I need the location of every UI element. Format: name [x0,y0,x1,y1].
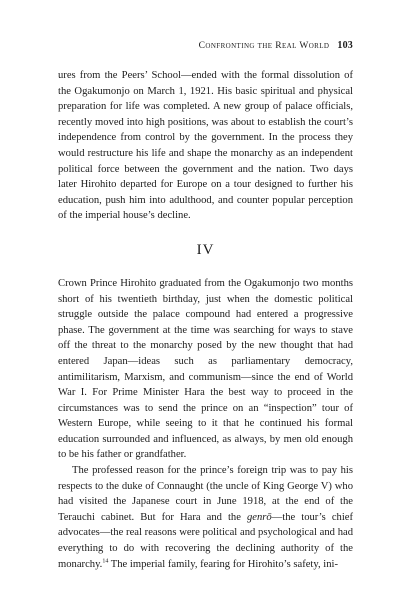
running-head [58,40,353,52]
section-heading: IV [196,241,215,258]
running-title: Confronting the Real World [198,41,330,51]
paragraph-section-opening: Crown Prince Hirohito graduated from the Ogakumonjo two months short of his twentieth birthday, just when the domestic political struggle outside the palace compound had entered a progressive phase. The government at the time was searching for ways to stave off the threat to the monarchy posed by the new thought that had entered Japan—ideas such as parliamentary democracy, antimilitarism, Marxism, and communism—since the end of World War I. For Prime Minister Hara the best way to proceed in the circumstances was to send the prince on an “inspection” tour of Western Europe, while seeing to it that he continued his formal education surrounded and influenced, as always, by men old enough to be his father or grandfather. [58,277,353,461]
paragraph-text-part: The imperial family, fearing for Hirohito’s safety, ini- [108,558,338,570]
italic-term-genro: genrō [246,511,272,523]
paragraph-continued: ures from the Peers’ School—ended with the formal dissolution of the Ogakumonjo on March 1, 1921. His basic spiritual and physical preparation for life was completed. A new group of palace officials, recently moved into high positions, was about to establish the court’s independence from control by the government. In the process they would restructure his life and shape the monarchy as an independent political force between the government and the nation. Two days later Hirohito departed for Europe on a tour designed to further his education, push him into adulthood, and counter popular perception of the imperial house’s decline. [58,70,353,222]
paragraph-text-part: —the tour’s chief advocates—the real reasons were political and psychological and had everything to do with recovering the declining authority of the monarchy. [58,511,353,570]
book-page [58,40,353,572]
page-number: 103 [337,40,353,51]
footnote-marker: 14 [102,558,109,565]
paragraph-text-part: The professed reason for the prince’s foreign trip was to pay his respects to the duke of Connaught (the uncle of King George V) who had visited the Japanese court in June 1918, at the end of the Terauchi cabinet. But for Hara and the [58,465,353,523]
paragraph-foreign-trip [58,463,353,572]
